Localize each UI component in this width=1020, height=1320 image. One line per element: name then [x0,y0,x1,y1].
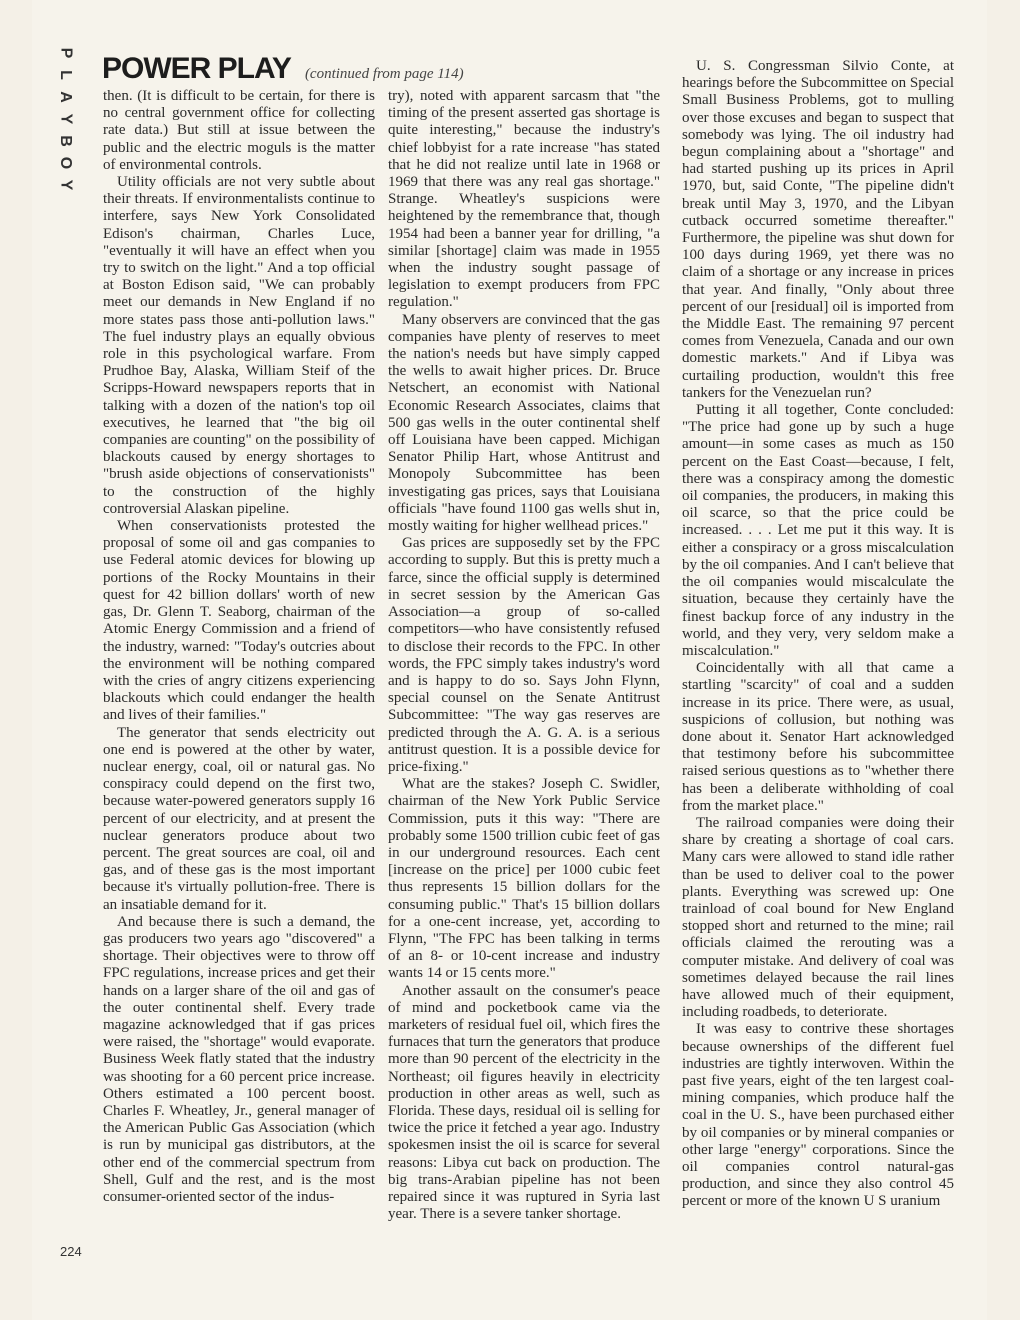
paragraph: The generator that sends electricity out one end is powered at the other by water, nuclear energy, coal, oil or natural gas. No conspiracy could depend on the first two, because water-powered generators supply 16 percent of our electricity, and at present the nuclear generators produce about two percent. The great sources are coal, oil and gas, and of these gas is the most important because it's virtually pollution-free. There is an insatiable demand for it. [103,724,375,913]
article-title: POWER PLAY [102,52,291,85]
text-column-3 [682,58,954,1211]
paragraph: try), noted with apparent sarcasm that "the timing of the present asserted gas shortage is quite interesting," because the industry's chief lobbyist for a rate increase "has stated that he did not realize until late in 1968 or 1969 that there was any real gas shortage." Strange. Wheatley's suspicions were heightened by the remembrance that, though 1954 had been a banner year for drilling, "a similar [shortage] claim was made in 1955 when the industry sought passage of legislation to exempt producers from FPC regulation." [388,88,660,311]
sidebar-letter: A [57,91,74,103]
paragraph: The railroad companies were doing their share by creating a shortage of coal cars. Many cars were allowed to stand idle rather than be used to deliver coal to the power plants. Everything was screwed up: One trainload of coal bound for New England stopped short and returned to the mine; rail officials claimed the rerouting was a computer mistake. And delivery of coal was sometimes delayed because the rail lines have allowed much of their equipment, including roadbeds, to deteriorate. [682,814,954,1021]
text-column-2 [388,88,660,1223]
sidebar-letter: O [56,156,74,170]
page-number: 224 [60,1244,82,1259]
paragraph: U. S. Congressman Silvio Conte, at hearings before the Subcommittee on Special Small Business Problems, got to mulling over those excuses and began to suspect that somebody was lying. The oil industry had begun complaining about a "shortage" and had started pushing up its prices in April 1970, but, said Conte, "The pipeline didn't break until May 3, 1970, and the Libyan cutback occurred sometime thereafter." Furthermore, the pipeline was shut down for 100 days during 1969, yet there was no claim of a shortage or any increase in prices that year. And finally, "Only about three percent of our [residual] oil is imported from the Middle East. The remaining 97 percent comes from Venezuela, Canada and our own domestic markets." And if Libya was curtailing production, wouldn't this free tankers for the Venezuelan run? [682,58,954,401]
continued-note: (continued from page 114) [304,66,464,82]
sidebar-letter: L [57,70,74,80]
paragraph: And because there is such a demand, the gas producers two years ago "discovered" a shortage. Their objectives were to throw off FPC regulations, increase prices and get their hands on a larger share of the oil and gas of the outer continental shelf. Every trade magazine acknowledged that if gas prices were raised, the "shortage" would evaporate. Business Week flatly stated that the industry was shooting for a 60 percent price increase. Others estimated a 100 percent boost. Charles F. Wheatley, Jr., general manager of the American Public Gas Association (which is run by municipal gas distributors, at the other end of the commercial spectrum from Shell, Gulf and the rest, and is the most consumer-oriented sector of the indus- [103,913,376,1205]
paragraph: When conservationists protested the proposal of some oil and gas companies to use Federal atomic devices for blowing up portions of the Rocky Mountains in their quest for 42 billion dollars' worth of new gas, Dr. Glenn T. Seaborg, chairman of the Atomic Energy Commission and a friend of the industry, warned: "Today's outcries about the environment will be nothing compared with the cries of angry citizens experiencing blackouts which could endanger the health and lives of their families." [103,518,375,724]
sidebar-letter: Y [56,179,74,191]
paragraph: then. (It is difficult to be certain, for there is no central government office for collecting rate data.) But still at issue between the public and the electric moguls is the matter of environmental controls. [103,88,375,173]
text-column-1 [103,88,375,1206]
paragraph: Putting it all together, Conte concluded: "The price had gone up by such a huge amount—in some cases as much as 150 percent on the East Coast—because, I felt, there was a conspiracy among the domestic oil companies, the producers, in making this oil scarce, so that the price could be increased. . . . Let me put it this way. It is either a conspiracy or a gross miscalculation by the oil companies. And I can't believe that the oil companies would miscalculate the situation, because they certainly have the finest backup force of any industry in the world, and they very, very seldom make a miscalculation." [682,402,954,659]
paragraph: What are the stakes? Joseph C. Swidler, chairman of the New York Public Service Commission, puts it this way: "There are probably some 1500 trillion cubic feet of gas in our underground resources. Each cent [increase on the price] per 1000 cubic feet thus represents 15 billion dollars for the consuming public." That's 15 billion dollars for a one-cent increase, yet, according to Flynn, "The FPC has been talking in terms of an 8- or 10-cent increase and industry wants 14 or 15 cents more." [388,776,660,982]
paragraph: Many observers are convinced that the gas companies have plenty of reserves to meet the nation's needs but have simply capped the wells to await higher prices. Dr. Bruce Netschert, an economist with National Economic Research Associates, claims that 500 gas wells in the outer continental shelf off Louisiana have been capped. Michigan Senator Philip Hart, whose Antitrust and Monopoly Subcommittee has been investigating gas prices, says that Louisiana officials "have found 1100 gas wells shut in, mostly waiting for higher wellhead prices." [388,311,660,535]
sidebar-letter: P [56,47,74,59]
paragraph: Utility officials are not very subtle about their threats. If environmentalists continue to interfere, says New York Consolidated Edison's chairman, Charles Luce, "eventually it will have an effect when you try to switch on the light." And a top official at Boston Edison said, "We can probably meet our demands in New England if no more states pass those anti-pollution laws." The fuel industry plays an equally obvious role in this psychological warfare. From Prudhoe Bay, Alaska, William Steif of the Scripps-Howard newspapers reports that in talking with a dozen of the nation's top oil executives, he learned that "the big oil companies are counting" on the possibility of blackouts caused by energy shortages to "brush aside objections of conservationists" to the construction of the highly controversial Alaskan pipeline. [103,174,375,517]
sidebar-letter: Y [56,113,74,125]
sidebar-letter: B [57,135,74,147]
paragraph: Coincidentally with all that came a startling "scarcity" of coal and a sudden increase in its price. There were, as usual, suspicions of collusion, but nothing was done about it. Senator Hart acknowledged that testimony before his subcommittee raised serious questions as to "whether there has been a deliberate withholding of coal from the market place." [682,660,954,814]
paragraph: Another assault on the consumer's peace of mind and pocketbook came via the marketers of residual fuel oil, which fires the furnaces that turn the generators that produce more than 90 percent of the electricity in the Northeast; oil figures heavily in electricity production in other areas as well, such as Florida. These days, residual oil is selling for twice the price it fetched a year ago. Industry spokesmen insist the oil is scarce for several reasons: Libya cut back on production. The big trans-Arabian pipeline has not been repaired since it was ruptured in Syria last year. There is a severe tanker shortage. [388,982,660,1223]
paragraph: Gas prices are supposedly set by the FPC according to supply. But this is pretty much a farce, since the official supply is determined in secret session by the American Gas Association—a group of so-called competitors—who have consistently refused to disclose their records to the FPC. In other words, the FPC simply takes industry's word and is happy to do so. Says John Flynn, special counsel on the Senate Antitrust Subcommittee: "The way gas reserves are predicted through the A. G. A. is a serious antitrust question. It is a possible device for price-fixing." [388,535,660,775]
paragraph: It was easy to contrive these shortages because ownerships of the different fuel industries are tightly interwoven. Within the past five years, eight of the ten largest coal-mining companies, which produce half the coal in the U. S., have been purchased either by oil companies or by mineral companies or other large "energy" corporations. Since the oil companies control natural-gas production, and since they also control 45 percent or more of the known U S uranium [682,1021,954,1210]
magazine-name-vertical [54,42,76,196]
